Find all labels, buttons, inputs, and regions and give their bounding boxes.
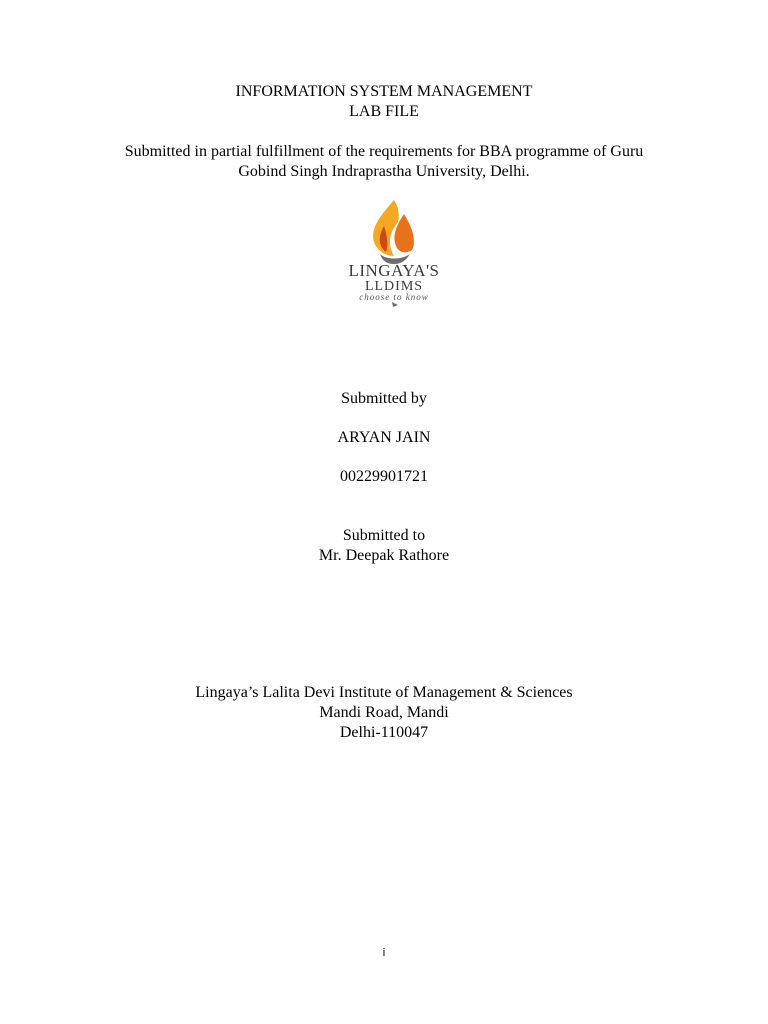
institute-address-line1: Mandi Road, Mandi: [319, 704, 449, 721]
submission-purpose-line2: Gobind Singh Indraprastha University, Delhi.: [238, 163, 530, 180]
logo-name-line1: LINGAYA'S: [348, 261, 440, 280]
student-roll-number: 00229901721: [340, 468, 428, 485]
institute-address-line2: Delhi-110047: [339, 724, 429, 741]
institute-logo: [336, 196, 452, 308]
page-number: i: [382, 947, 386, 959]
logo-tagline: choose to know: [359, 292, 429, 302]
submission-purpose-line1: Submitted in partial fulfillment of the requirements for BBA programme of Guru: [124, 143, 644, 160]
document-title: INFORMATION SYSTEM MANAGEMENT: [235, 83, 533, 100]
pen-icon: [392, 302, 398, 307]
student-name: ARYAN JAIN: [337, 429, 431, 446]
institute-name: Lingaya’s Lalita Devi Institute of Management & Sciences: [195, 684, 573, 701]
faculty-name: Mr. Deepak Rathore: [318, 547, 450, 564]
submitted-to-label: Submitted to: [342, 527, 426, 544]
logo-name-line2: LLDIMS: [364, 279, 424, 294]
submitted-by-label: Submitted by: [341, 390, 427, 407]
document-subtitle: LAB FILE: [349, 103, 419, 120]
